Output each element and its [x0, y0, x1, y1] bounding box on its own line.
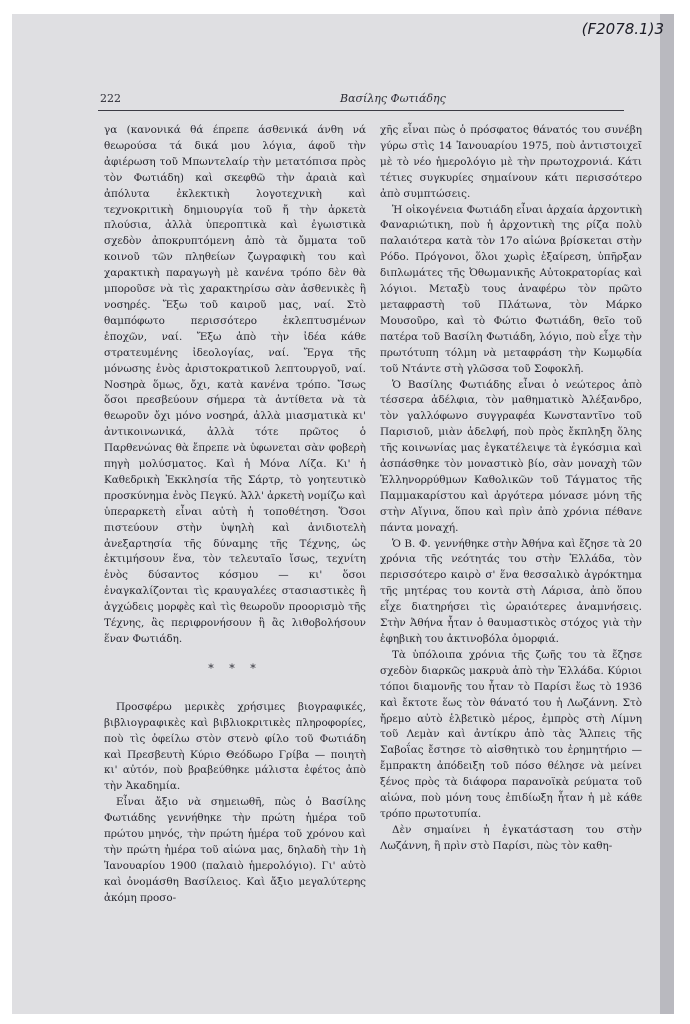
right-paragraph-3: Ὁ Βασίλης Φωτιάδης εἶναι ὁ νεώτερος ἀπὸ τέσσερα ἀδέλφια, τὸν μαθηματικὸ Ἀλέξανδρο, τὸν γαλλόφωνο συγγραφέα Κωνσταντῖνο τοῦ Παρισιοῦ, μιὰν ἀδελφή, ποὺ πρὸς ἔκπληξη ὅλης τῆς κοινωνίας μας ἐγκατέλειψε τὰ ἐγκόσμια καὶ ἀσπάσθηκε τὸν μοναστικὸ βίο, σὰν μοναχὴ τῶν Ἑλληνορρύθμων Καθολικῶν τοῦ Τάγματος τῆς Παμμακαρίστου καὶ ἀργότερα μόνασε μόνη τῆς στὴν Αἴγινα, ὅπου καὶ πρὶν ἀπὸ χρόνια πέθανε πάντα μοναχή. — [380, 378, 642, 534]
page-edge-shadow — [660, 14, 674, 1014]
right-paragraph-1: χῆς εἶναι πὼς ὁ πρόσφατος θάνατός του συνέβη γύρω στὶς 14 Ἰανουαρίου 1975, ποὺ ἀντιστοιχεῖ μὲ τὸ νέο ἡμερολόγιο μὲ τὴν πρωτοχρονιά. Κάτι τέτιες συγκυρίες σημαίνουν κάτι περισσότερο ἀπὸ συμπτώσεις. — [380, 124, 642, 200]
left-paragraph-3: Εἶναι ἄξιο νὰ σημειωθῆ, πὼς ὁ Βασίλης Φωτιάδης γεννήθηκε τὴν πρώτη ἡμέρα τοῦ πρώτου μηνός, τὴν πρώτη ἡμέρα τοῦ χρόνου καὶ τὴν πρώτη ἡμέρα τοῦ αἰώνα μας, δηλαδὴ τὴν 1ὴ Ἰανουαρίου 1900 (παλαιὸ ἡμερολόγιο). Γι' αὐτὸ καὶ ὀνομάσθη Βασίλειος. Καὶ ἄξιο μεγαλύτερης ἀκόμη προσο- — [104, 796, 366, 904]
right-column — [380, 123, 642, 855]
right-paragraph-5: Τὰ ὑπόλοιπα χρόνια τῆς ζωῆς του τὰ ἔζησε σχεδὸν διαρκῶς μακρυὰ ἀπὸ τὴν Ἑλλάδα. Κύριοι τόποι διαμονῆς του ἦταν τὸ Παρίσι ἕως τὸ 1936 καὶ ἔκτοτε ἕως τὸν θάνατό του ἡ Λωζάννη. Στὸ ἤρεμο αὐτὸ ἑλβετικὸ μέρος, ἐμπρὸς στὴ Λίμνη τοῦ Λεμὰν καὶ ἀντίκρυ ἀπὸ τὰς Ἄλπεις τῆς Σαβοΐας ἔστησε τὸ αἰσθητικὸ του ἐρημητήριο — ἔμπρακτη ἀπόδειξη τοῦ πόσο θέλησε νὰ μείνει ξένος πρὸς τὰ διάφορα παρανοϊκὰ ρεύματα τοῦ αἰώνα, ποὺ μόνη τους ἐπιδίωξη ἦταν ἡ μὲ κάθε τρόπο πρωτοτυπία. — [380, 648, 642, 820]
right-paragraph-4: Ὁ Β. Φ. γεννήθηκε στὴν Ἀθήνα καὶ ἔζησε τὰ 20 χρόνια τῆς νεότητάς του στὴν Ἑλλάδα, τὸν περισσότερο καιρὸ σ' ἕνα θεσσαλικὸ ἀγρόκτημα τῆς μητέρας του κοντὰ στὴ Λάρισα, ἀπὸ ὅπου εἶχε διατηρήσει τὶς ὡραιότερες ἀναμνήσεις. Στὴν Ἀθήνα ἦταν ὁ θαυμαστικὸς στόχος γιὰ τὴν ἐφηβικὴ του ἀκτινοβόλα ὀμορφιά. — [380, 537, 642, 645]
right-paragraph-2: Ἡ οἰκογένεια Φωτιάδη εἶναι ἀρχαία ἀρχοντικὴ Φαναριώτικη, ποὺ ἡ ἀρχοντικὴ της ρίζα πολὺ παλαιότερα κατὰ τὸν 17ο αἰώνα βρίσκεται στὴν Ρόδο. Πρόγονοι, ὅλοι χωρὶς ἐξαίρεση, ὑπῆρξαν διπλωμάτες τῆς Ὀθωμανικῆς Αὐτοκρατορίας καὶ λόγιοι. Μεταξὺ τους ἀναφέρω τὸν πρῶτο μεταφραστὴ τοῦ Πλάτωνα, τὸν Μάρκο Μουσοῦρο, καὶ τὸ Φώτιο Φωτιάδη, θεῖο τοῦ πατέρα τοῦ Βασίλη Φωτιάδη, λόγιο, ποὺ εἶχε τὴν πρωτότυπη τόλμη νὰ μεταφράση τὴν Κωμῳδία τοῦ Ντάντε στὴ γλῶσσα τοῦ Σοφοκλῆ. — [380, 203, 642, 375]
handwritten-annotation: (F2078.1)3 — [581, 20, 664, 38]
left-column — [104, 123, 366, 907]
header-rule — [98, 110, 624, 111]
section-separator: * * * — [208, 661, 262, 675]
page-number: 222 — [100, 92, 121, 105]
right-paragraph-6: Δὲν σημαίνει ἡ ἐγκατάσταση του στὴν Λωζάννη, ἢ πρὶν στὸ Παρίσι, πὼς τὸν καθη- — [380, 823, 642, 852]
running-title: Βασίλης Φωτιάδης — [340, 92, 446, 105]
left-paragraph-2: Προσφέρω μερικὲς χρήσιμες βιογραφικές, βιβλιογραφικὲς καὶ βιβλιοκριτικὲς πληροφορίες, ποὺ τὶς ὀφείλω στὸν στενὸ φίλο τοῦ Φωτιάδη καὶ Πρεσβευτὴ Κύριο Θεόδωρο Γρίβα — ποιητὴ κι' αὐτόν, ποὺ βραβεύθηκε μάλιστα ἐφέτος ἀπὸ τὴν Ἀκαδημία. — [104, 700, 366, 793]
left-paragraph-1: γα (κανονικά θά έπρεπε άσθενικά άνθη νά θεωρούσα τά δικά μου λόγια, άφοῦ τὴν ἀφιέρωση τοῦ Μπωντελαίρ τὴν μετατόπισα πρὸς τὸν Φωτιάδη) καὶ σκεφθῶ τὴν ἀραιὰ καὶ ἀπόλυτα ἐκλεκτικὴ λογοτεχνικὴ καὶ τεχνοκριτικὴ δημιουργία τοῦ ἤ τὴν ἀρκετὰ πλούσια, ἀλλὰ ὑπεροπτικὰ καὶ ἐγωιστικὰ σχεδὸν ἀποκρυπτόμενη ἀπὸ τὰ ὄμματα τοῦ κοινοῦ τῶν πληθείων ζωγραφικὴ του καὶ χαρακτικὴ παραγωγὴ μὲ κανένα τρόπο δὲν θὰ μποροῦσε νὰ τὶς χαρακτηρίσω σὰν ἀσθενικὲς ἢ νοσηρές. Ἔξω τοῦ καιροῦ μας, ναί. Στὸ θαμπόφωτο περισσότερο ἐκλεπτυσμένων ἐποχῶν, ναί. Ἔξω ἀπὸ τὴν ἰδέα κάθε στρατευμένης ἰδεολογίας, ναί. Ἔργα τῆς μόνωσης ἑνὸς ἀριστοκρατικοῦ λεπτουργοῦ, ναί. Νοσηρὰ ὅμως, ὄχι, κατὰ κανένα τρόπο. Ἴσως ὅσοι πρεσβεύουν σήμερα τὰ ἀντίθετα νὰ τὰ θεωροῦν ὄχι μόνο νοσηρά, ἀλλὰ μιασματικὰ κι' ἀντικοινωνικά, ἀλλὰ τότε πρῶτος ὁ Παρθενώνας θὰ ἔπρεπε νὰ ὑφωνεται σὰν φοβερὴ πηγὴ μολύσματος. Καὶ ἡ Μόνα Λίζα. Κι' ἡ Καθεδρικὴ Ἐκκλησία τῆς Σάρτρ, τὸ γοητευτικὸ προσκύνημα ἑνὸς Πεγκύ. Ἀλλ' ἀρκετὴ νομίζω καὶ ὑπεραρκετὴ εἶναι αὐτὴ ἡ τοποθέτηση. Ὅσοι πιστεύουν στὴν ὑψηλὴ καὶ ἀνιδιοτελὴ ἀνεξαρτησία τῆς δύναμης τῆς Τέχνης, ὡς ἐκτιμήσουν ἕνα, τὸν τελευταῖο ἴσως, τεχνίτη ἑνὸς δύσαντος κόσμου — κι' ὅσοι ἐναγκαλίζονται τὶς κραυγαλέες στασιαστικὲς ἢ ἀγχώδεις μορφὲς καὶ τὶς θεωροῦν προορισμὸ τῆς Τέχνης, ἂς περιφρονήσουν ἢ ἂς λιθοβολήσουν ἕναν Φωτιάδη. — [104, 124, 366, 645]
